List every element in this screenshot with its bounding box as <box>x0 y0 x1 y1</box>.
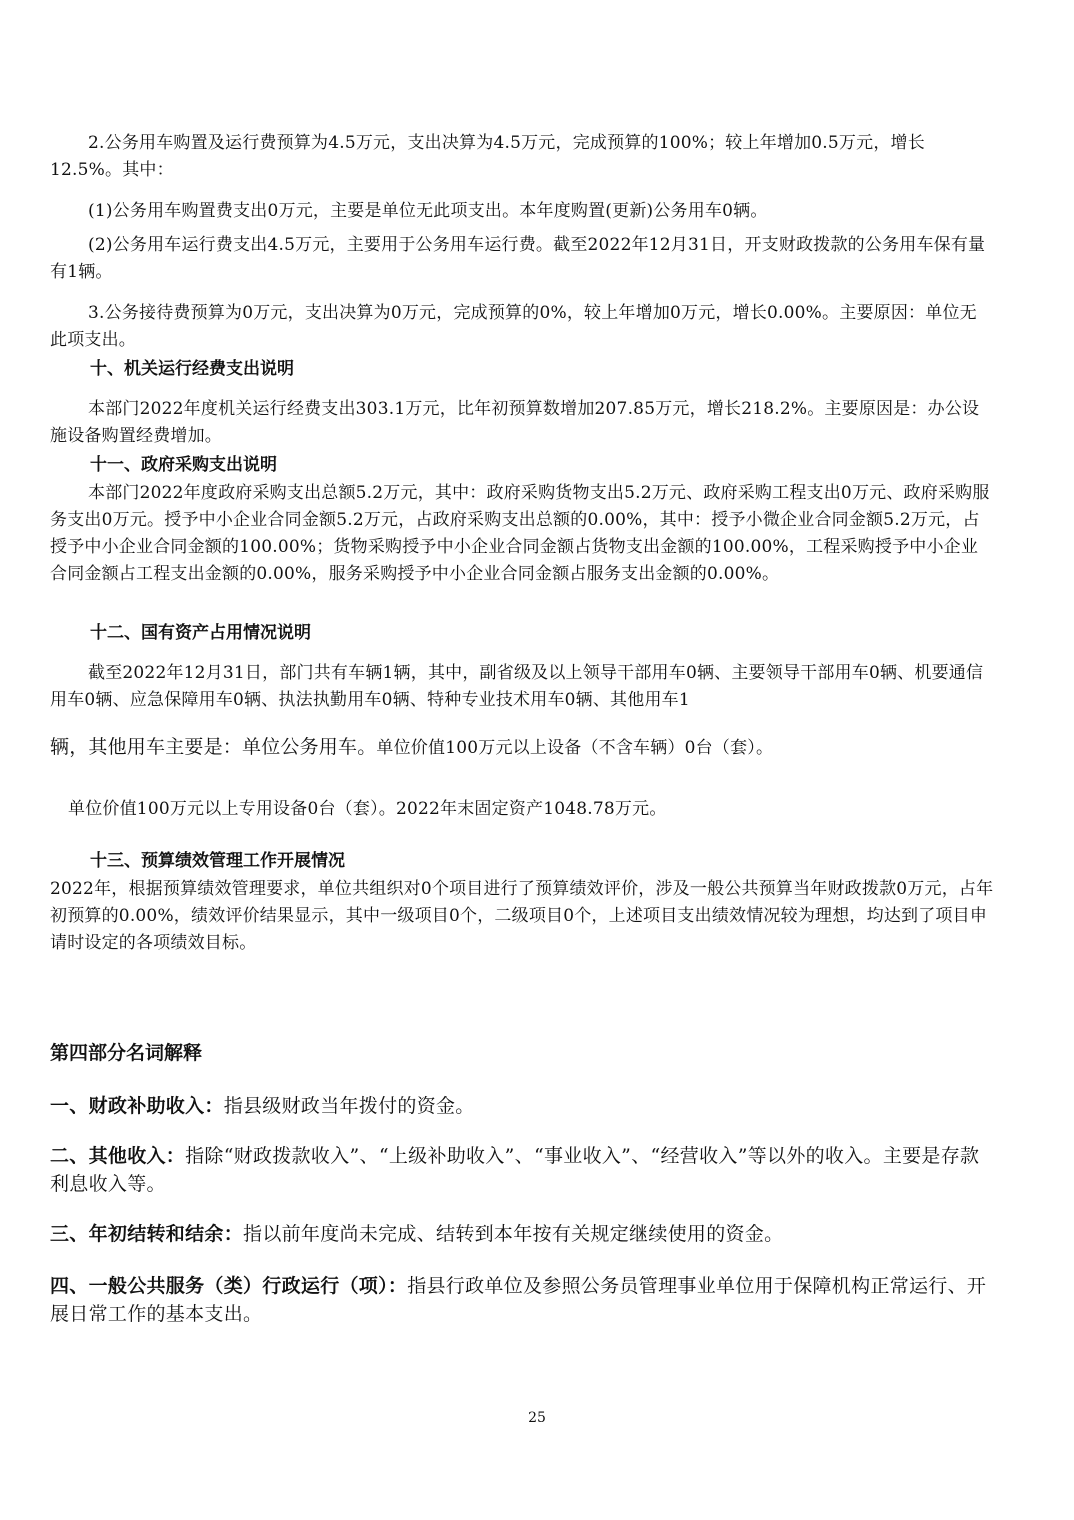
other-vehicles-text: 辆，其他用车主要是：单位公务用车。 <box>50 736 377 758</box>
term-label: 四、一般公共服务（类）行政运行（项）： <box>50 1275 408 1297</box>
term-description: 指除“财政拨款收入”、“上级补助收入”、“事业收入”、“经营收入”等以外的收入。主要是存款利息收入等。 <box>50 1145 980 1195</box>
term-label: 一、财政补助收入： <box>50 1095 224 1117</box>
vehicles-text: 截至2022年12月31日，部门共有车辆1辆，其中，副省级及以上领导干部用车0辆、主要领导干部用车0辆、机要通信用车0辆、应急保障用车0辆、执法执勤用车0辆、特种专业技术用车0辆、其他用车1 <box>50 663 984 710</box>
paragraph-section-11: 本部门2022年度政府采购支出总额5.2万元，其中：政府采购货物支出5.2万元、政府采购工程支出0万元、政府采购服务支出0万元。授予中小企业合同金额5.2万元，占政府采购支出总额的0.00%，其中：授予小微企业合同金额5.2万元，占授予中小企业合同金额的100.00%；货物采购授予中小企业合同金额占货物支出金额的100.00%，工程采购授予中小企业合同金额占工程支出金额的0.00%，服务采购授予中小企业合同金额占服务支出金额的0.00%。 <box>50 483 990 584</box>
term-item <box>50 1092 994 1120</box>
term-description: 指以前年度尚未完成、结转到本年按有关规定继续使用的资金。 <box>243 1223 784 1245</box>
heading-section-12: 十二、国有资产占用情况说明 <box>90 623 311 643</box>
term-description: 指县级财政当年拨付的资金。 <box>223 1095 475 1117</box>
paragraph-vehicle-purchase: (1)公务用车购置费支出0万元，主要是单位无此项支出。本年度购置(更新)公务用车0辆。 <box>88 201 768 221</box>
paragraph-vehicle-budget: 2.公务用车购置及运行费预算为4.5万元，支出决算为4.5万元，完成预算的100%；较上年增加0.5万元，增长12.5%。其中： <box>50 133 925 180</box>
paragraph-reception-fee: 3.公务接待费预算为0万元，支出决算为0万元，完成预算的0%，较上年增加0万元，增长0.00%。主要原因：单位无此项支出。 <box>50 303 977 350</box>
paragraph-section-13: 2022年，根据预算绩效管理要求，单位共组织对0个项目进行了预算绩效评价，涉及一般公共预算当年财政拨款0万元，占年初预算的0.00%，绩效评价结果显示，其中一级项目0个，二级项目0个，上述项目支出绩效情况较为理想，均达到了项目申请时设定的各项绩效目标。 <box>50 879 994 953</box>
term-item <box>50 1220 994 1248</box>
heading-section-11: 十一、政府采购支出说明 <box>90 455 277 475</box>
term-label: 二、其他收入： <box>50 1145 186 1167</box>
term-description: 指县行政单位及参照公务员管理事业单位用于保障机构正常运行、开展日常工作的基本支出。 <box>50 1275 987 1325</box>
paragraph-section-10: 本部门2022年度机关运行经费支出303.1万元，比年初预算数增加207.85万元，增长218.2%。主要原因是：办公设施设备购置经费增加。 <box>50 399 980 446</box>
heading-section-13: 十三、预算绩效管理工作开展情况 <box>90 851 345 871</box>
heading-part-4: 第四部分名词解释 <box>50 1042 203 1064</box>
paragraph-section-12-other <box>50 732 994 763</box>
term-item <box>50 1272 994 1328</box>
term-item <box>50 1142 994 1198</box>
equipment-text: 单位价值100万元以上设备（不含车辆）0台（套）。 <box>376 738 774 758</box>
paragraph-section-12-assets: 单位价值100万元以上专用设备0台（套）。2022年末固定资产1048.78万元。 <box>68 799 667 819</box>
paragraph-vehicle-operation: (2)公务用车运行费支出4.5万元，主要用于公务用车运行费。截至2022年12月31日，开支财政拨款的公务用车保有量有1辆。 <box>50 235 986 282</box>
paragraph-section-12-vehicles <box>50 660 994 714</box>
heading-section-10: 十、机关运行经费支出说明 <box>90 359 294 379</box>
page-number: 25 <box>528 1410 546 1426</box>
term-label: 三、年初结转和结余： <box>50 1223 244 1245</box>
